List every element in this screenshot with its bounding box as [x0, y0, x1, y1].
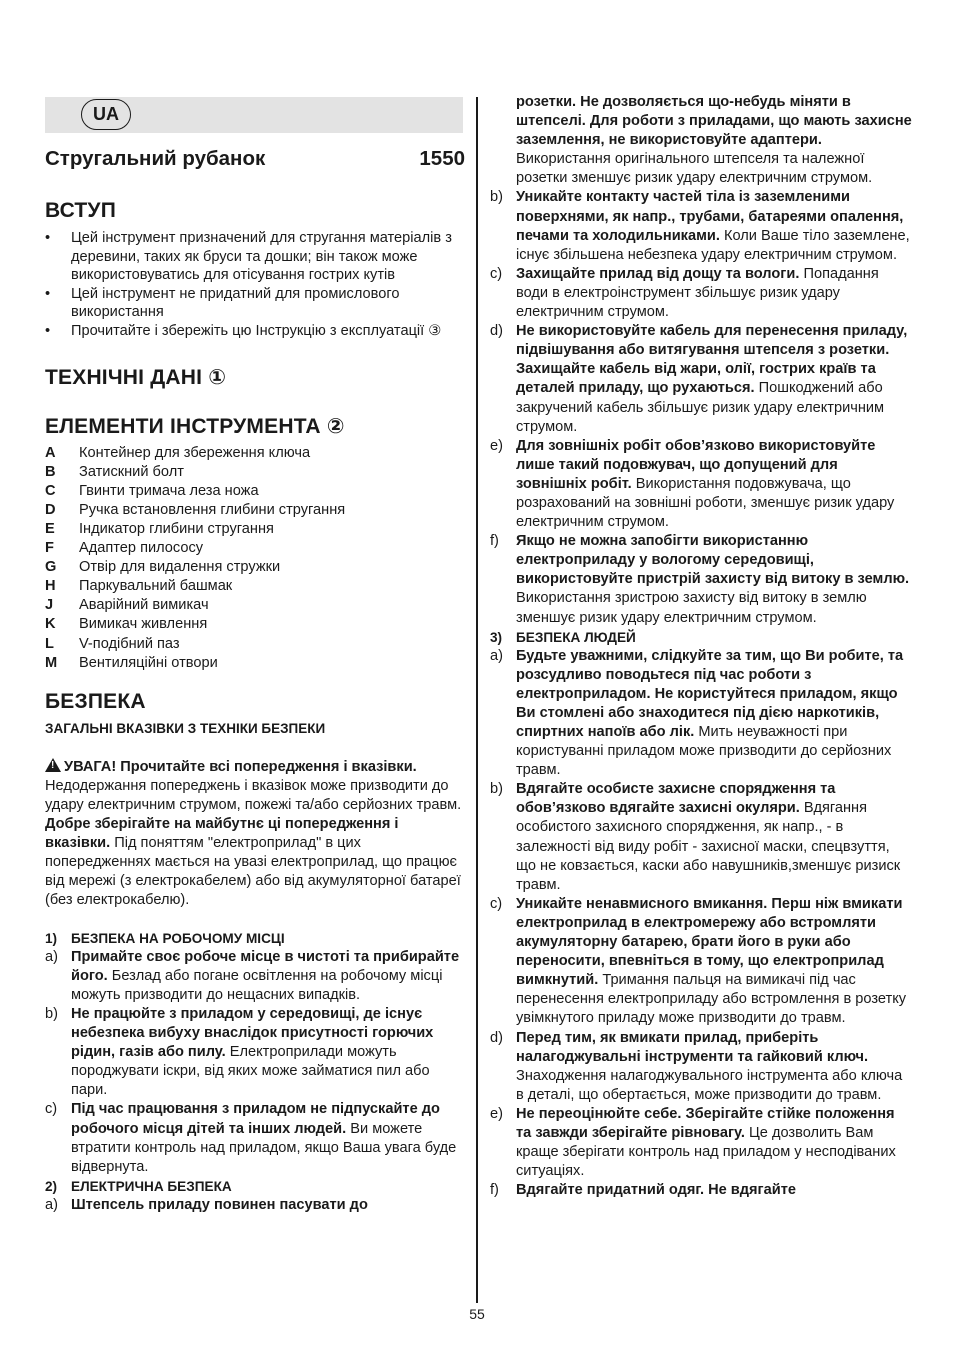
item-bold: Перед тим, як вмикати прилад, приберіть налагоджувальні інструменти та гайковий ключ.	[516, 1029, 869, 1065]
element-key: G	[45, 559, 57, 576]
item-text: Це дозволить Вам краще зберігати контроль над приладом у несподіваних ситуаціях.	[516, 1124, 896, 1180]
item-label: f)	[490, 533, 499, 550]
element-item	[45, 596, 465, 615]
warning-bold: УВАГА! Прочитайте всі попередження і вказівки.	[64, 758, 417, 775]
elements-list	[45, 444, 465, 673]
element-item	[45, 577, 465, 596]
item-text: Вдягання особистого захисного спорядження, як напр., - в залежності від виду робіт - захисної маски, спецвзуття, що не ковзається, каски або навушників,зменшує ризиск травм.	[516, 800, 901, 893]
item-text: Безлад або погане освітлення на робочому місці можуть призводити до нещасних випадків.	[71, 967, 443, 1003]
item-label: c)	[490, 265, 503, 282]
list-item	[490, 780, 912, 895]
safety-heading: БЕЗПЕКА	[45, 689, 146, 713]
element-key: H	[45, 578, 56, 595]
warning-text: Недодержання попереджень і вказівок може призводити до удару електричним струмом, пожежі та/або серйозних травм.	[45, 777, 462, 813]
language-badge: UA	[81, 99, 131, 130]
intro-bullet: • Прочитайте і збережіть цю Інструкцію з експлуатації ③	[45, 322, 465, 341]
item-text: Знаходження налагоджувального інструмента або ключа в деталі, що обертається, може призводити до травм.	[516, 1067, 903, 1103]
item-text: Ви можете втратити контроль над приладом, якщо Ваша увага буде відвернута.	[71, 1120, 457, 1175]
element-text: Ручка встановлення глибини стругання	[79, 501, 346, 518]
item-label: a)	[45, 948, 58, 965]
item-bold: Не переоцінюйте себе. Зберігайте стійке положення та завжди зберігайте рівновагу.	[516, 1105, 895, 1141]
list-item	[490, 1029, 912, 1105]
section-personal	[490, 628, 912, 647]
item-label: e)	[490, 1105, 503, 1122]
item-label: f)	[490, 1182, 499, 1199]
item-bold: Вдягайте особисте захисне спорядження та обов’язково вдягайте захисні окуляри.	[516, 781, 836, 817]
list-item	[490, 532, 912, 627]
item-bold: Уникайте контакту частей тіла із заземленими поверхнями, як напр., трубами, батареями опалення, печами та холодильниками.	[516, 189, 904, 244]
item-text: Коли Ваше тіло заземлене, існує збільшена небезпека удару електричним струмом.	[516, 227, 910, 263]
item-bold: Захищайте прилад від дощу та вологи.	[516, 265, 800, 282]
section-title: БЕЗПЕКА НА РОБОЧОМУ МІСЦІ	[71, 930, 285, 946]
intro-bullet: • Цей інструмент не придатний для промислового використання	[45, 285, 465, 322]
element-item	[45, 444, 465, 463]
safety-subheading: ЗАГАЛЬНІ ВКАЗІВКИ З ТЕХНІКИ БЕЗПЕКИ	[45, 720, 326, 736]
element-text: V-подібний паз	[79, 635, 180, 652]
item-label: c)	[45, 1101, 58, 1118]
column-divider	[476, 97, 478, 1303]
list-item	[490, 437, 912, 532]
right-column	[490, 93, 912, 1200]
item-text: Тримання пальця на вимикачі під час перенесення електроприладу або встромлення в розетку увімкнутого приладу може призводити до травм.	[516, 972, 907, 1027]
element-text: Контейнер для збереження ключа	[79, 444, 311, 461]
section-electrical	[45, 1177, 465, 1196]
element-key: B	[45, 463, 56, 480]
section-number: 1)	[45, 930, 58, 946]
intro-bullet-list	[45, 229, 465, 341]
element-item	[45, 501, 465, 520]
item-label: c)	[490, 895, 503, 912]
element-item	[45, 654, 465, 673]
item-bold: Примайте своє робоче місце в чистоті та прибирайте його.	[71, 948, 460, 984]
list-item	[490, 1105, 912, 1181]
element-key: D	[45, 501, 56, 518]
list-item	[45, 1100, 465, 1176]
element-key: M	[45, 654, 58, 671]
section-title: ЕЛЕКТРИЧНА БЕЗПЕКА	[71, 1178, 232, 1194]
element-item	[45, 482, 465, 501]
section-title: БЕЗПЕКА ЛЮДЕЙ	[516, 629, 636, 645]
list-item	[490, 322, 912, 437]
element-item	[45, 615, 465, 634]
element-text: Отвір для видалення стружки	[79, 559, 281, 576]
item-bold: Якщо не можна запобігти використанню електроприладу у вологому середовищі, використовуйте пристрій захисту від витоку в землю.	[516, 533, 910, 588]
intro-bullet: • Цей інструмент призначений для стругання матеріалів з деревини, таких як бруси та дошки; він також може використовуватись для отісування гострих кутів	[45, 229, 465, 285]
element-text: Аварійний вимикач	[79, 597, 209, 614]
item-bold: Не використовуйте кабель для перенесення приладу, підвішування або витягування штепселя з розетки. Захищайте кабель від жари, олії, гострих країв та деталей приладу, що рухаються.	[516, 323, 908, 397]
product-model: 1550	[419, 147, 465, 170]
page-number: 55	[469, 1306, 485, 1322]
list-item	[45, 1196, 465, 1215]
list-item	[490, 647, 912, 781]
element-item	[45, 463, 465, 482]
element-text: Гвинти тримача леза ножа	[79, 482, 259, 499]
item-bold: Для зовнішніх робіт обов’язково використовуйте лише такий подовжувач, що допущений для зовнішніх робіт.	[516, 437, 876, 492]
element-text: Вентиляційні отвори	[79, 654, 218, 671]
element-item	[45, 635, 465, 654]
left-column	[45, 145, 465, 1215]
item-bold: Штепсель приладу повинен пасувати до	[71, 1196, 368, 1213]
element-key: F	[45, 540, 54, 557]
item-text: Використання зристрою захисту від витоку в землю зменшує ризик удару електричним струмом.	[516, 590, 867, 626]
language-header-bar	[45, 97, 463, 133]
element-key: C	[45, 482, 56, 499]
item-label: a)	[45, 1196, 58, 1213]
list-item	[490, 188, 912, 264]
list-item	[490, 895, 912, 1029]
item-bold: Будьте уважними, слідкуйте за тим, що Ви робите, та розсудливо поводьтеся під час роботи з електроприладом. Не користуйтеся приладом, якщо Ви стомлені або знаходитеся під дією наркотиків, спиртних напоїв або лік.	[516, 647, 904, 740]
item-text: Мить неуважності при користуванні приладом може призводити до серйозних травм.	[516, 724, 892, 779]
item-bold: Вдягайте придатний одяг. Не вдягайте	[516, 1182, 796, 1199]
element-item	[45, 520, 465, 539]
element-key: A	[45, 444, 56, 461]
item-bold: розетки. Не дозволяється що-небудь міняти в штепселі. Для роботи з приладами, що мають захисне заземлення, не використовуйте адаптери.	[516, 94, 912, 149]
item-label: e)	[490, 437, 503, 454]
item-text: Попадання води в електроінструмент збільшує ризик удару електричним струмом.	[516, 265, 879, 321]
item-bold: Уникайте ненавмисного вмикання. Перш ніж вмикати електроприлад в електромережу або встромляти акумуляторну батарею, брати його в руки або переносити, впевніться в тому, що електроприлад вимкнутий.	[516, 895, 903, 989]
element-text: Паркувальний башмак	[79, 578, 233, 595]
element-text: Адаптер пилососу	[79, 540, 204, 557]
item-text: Пошкоджений або закручений кабель збільшує ризик удару електричним струмом.	[516, 380, 885, 435]
warning-triangle-icon	[45, 758, 61, 772]
list-item-continued	[490, 93, 912, 188]
element-text: Вимикач живлення	[79, 616, 208, 633]
warning-bold-keep: Добре зберігайте на майбутнє ці попередження і вказівки.	[45, 815, 399, 851]
list-item	[490, 1181, 912, 1200]
element-text: Затискний болт	[79, 463, 184, 480]
element-key: E	[45, 520, 55, 537]
section-work-area	[45, 929, 465, 948]
item-label: b)	[490, 189, 503, 206]
item-bold: Під час працювання з приладом не підпускайте до робочого місця дітей та інших людей.	[71, 1101, 440, 1137]
intro-heading: ВСТУП	[45, 199, 116, 222]
item-text: Використання подовжувача, що розрахований на зовнішні роботи, зменшує ризик удару електричним струмом.	[516, 475, 895, 531]
item-bold: Не працюйте з приладом у середовищі, де існує небезпека вибуху внаслідок присутності горючих рідин, газів або пилу.	[71, 1005, 434, 1061]
section-number: 3)	[490, 629, 503, 645]
warning-paragraph	[45, 758, 465, 910]
element-text: Індикатор глибини стругання	[79, 520, 274, 537]
product-name: Стругальний рубанок	[45, 147, 266, 170]
list-item	[45, 948, 465, 1005]
item-label: d)	[490, 1029, 503, 1046]
item-label: b)	[45, 1005, 58, 1022]
element-key: L	[45, 635, 54, 652]
item-text: Електроприлади можуть породжувати іскри, від яких може займатися пил або пари.	[71, 1044, 430, 1099]
list-item	[490, 265, 912, 322]
list-item	[45, 1005, 465, 1100]
item-label: b)	[490, 781, 503, 798]
element-key: K	[45, 616, 56, 633]
product-title	[45, 147, 465, 171]
tech-data-heading: ТЕХНІЧНІ ДАНІ ①	[45, 365, 227, 389]
warning-text-definition: Під поняттям "електроприлад" в цих попередженнях мається на увазі електроприлад, що працює від мережі (з електрокабелем) або від акумуляторної батареї (без електрокабелю).	[45, 834, 461, 908]
item-text: Використання оригінального штепселя та належної розетки зменшує ризик удару електричним струмом.	[516, 151, 873, 187]
item-label: d)	[490, 323, 503, 340]
element-item	[45, 539, 465, 558]
element-item	[45, 558, 465, 577]
element-key: J	[45, 597, 54, 614]
section-number: 2)	[45, 1178, 58, 1194]
item-label: a)	[490, 647, 503, 664]
elements-heading: ЕЛЕМЕНТИ ІНСТРУМЕНТА ②	[45, 414, 345, 438]
